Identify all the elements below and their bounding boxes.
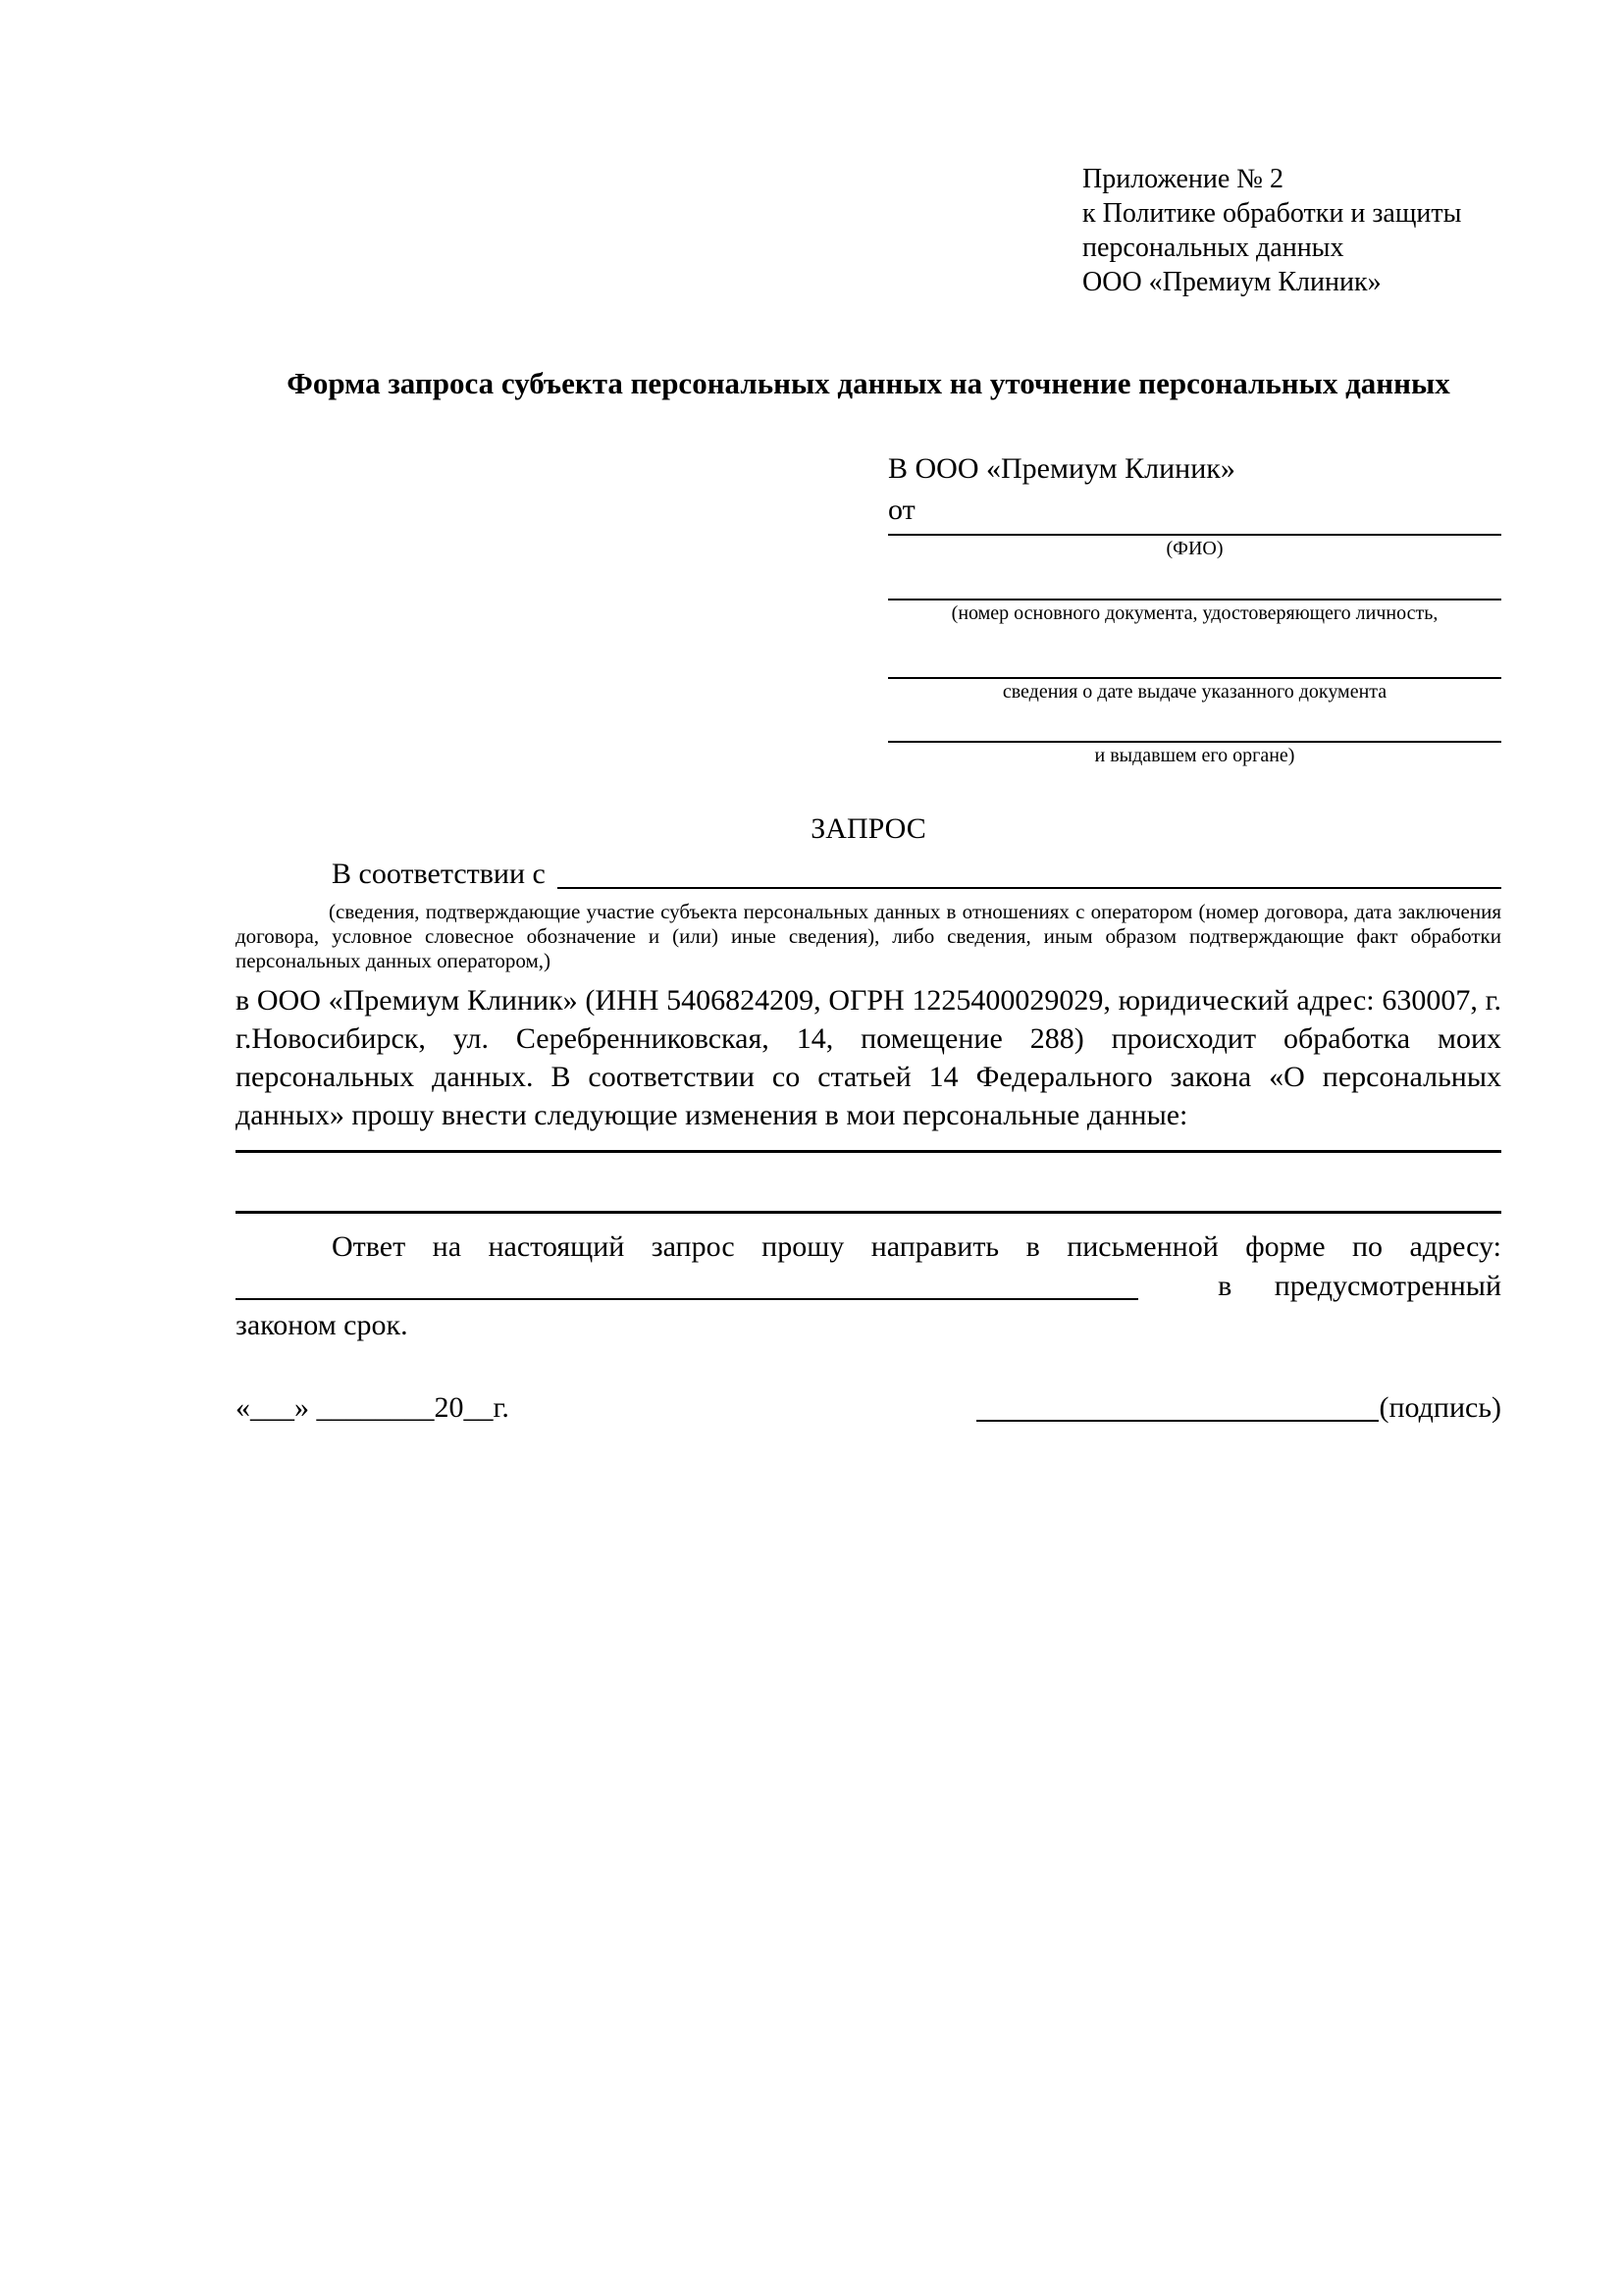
fio-blank-line [888,534,1501,536]
doc-number-blank-line [888,599,1501,600]
reply-address-text: Ответ на настоящий запрос прошу направить в письменной форме по адресу: [332,1230,1501,1263]
doc-issuer-caption: и выдавшем его органе) [1094,745,1295,766]
basis-prefix: В соответствии с [332,858,546,890]
reply-suffix: в предусмотренный [1218,1270,1501,1302]
basis-blank-line [557,887,1501,889]
addressee-block [888,448,1501,766]
doc-issue-date-caption: сведения о дате выдаче указанного документа [1002,681,1387,703]
appendix-line: к Политике обработки и защиты [1082,198,1462,229]
signature-field [976,1388,1501,1428]
addressee-from: от [888,494,916,526]
date-placeholder: «___» ________20__г. [236,1391,509,1424]
request-heading: ЗАПРОС [811,812,926,845]
fio-caption: (ФИО) [1166,538,1224,559]
answer-blank-line-2 [236,1153,1501,1214]
appendix-line: Приложение № 2 [1082,164,1283,194]
doc-number-caption: (номер основного документа, удостоверяющего личность, [951,602,1439,624]
doc-number-field [888,599,1501,624]
page-title: Форма запроса субъекта персональных данных на уточнение персональных данных [287,366,1450,400]
doc-issue-date-field [888,677,1501,703]
doc-issue-date-blank-line [888,677,1501,679]
appendix-header [1082,162,1501,299]
reply-address-blank-line [236,1298,1138,1300]
operator-relation-note: (сведения, подтверждающие участие субъекта персональных данных в отношениях с оператором (номер договора, дата заключения договора, условное словесное обозначение и (или) иные сведения), либо сведения, иным образом подтверждающие факт обработки персональных данных оператором,) [236,900,1501,972]
answer-blank-line-1 [236,1134,1501,1153]
signature-blank-line [976,1420,1379,1422]
doc-issuer-blank-line [888,741,1501,743]
reply-address-row [236,1267,1501,1306]
fio-field [888,534,1501,559]
doc-issuer-field [888,741,1501,766]
request-body: в ООО «Премиум Клиник» (ИНН 5406824209, ОГРН 1225400029029, юридический адрес: 630007, г. г.Новосибирск, ул. Серебренниковская, 14, помещение 288) происходит обработка моих персональных данных. В соответствии со статьей 14 Федерального закона «О персональных данных» прошу внести следующие изменения в мои персональные данные: [236,984,1501,1131]
basis-row [236,855,1501,894]
addressee-to: В ООО «Премиум Клиник» [888,452,1235,485]
appendix-line: персональных данных [1082,233,1344,263]
footer-row [236,1388,1501,1428]
reply-closing: законом срок. [236,1309,408,1341]
appendix-line: ООО «Премиум Клиник» [1082,267,1382,297]
signature-caption: (подпись) [1379,1391,1501,1424]
